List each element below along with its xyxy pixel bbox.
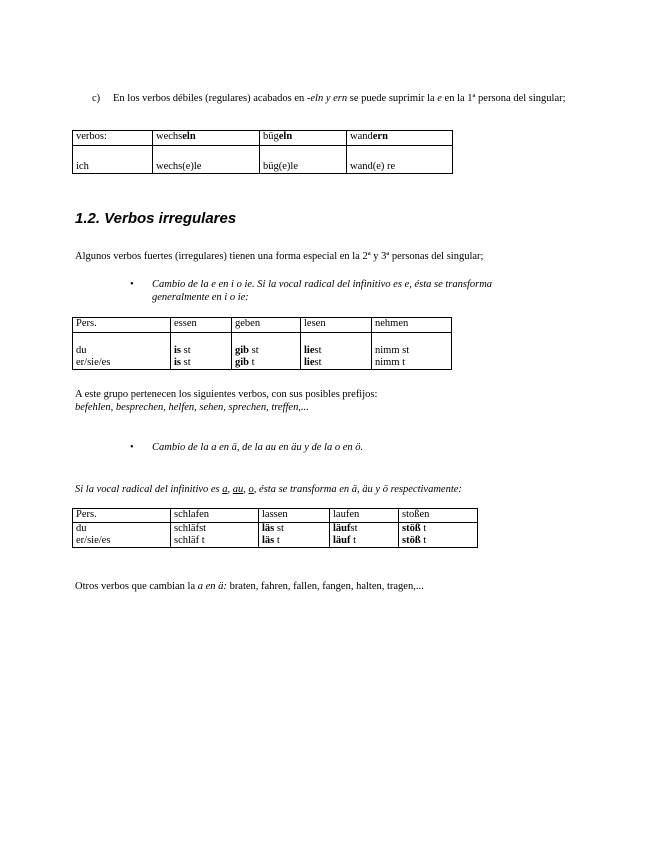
item-c [92,92,572,105]
group-paragraph: A este grupo pertenecen los siguientes verbos, con sus posibles prefijos: befehlen, besprechen, helfen, sehen, sprechen, treffen,... [75,389,378,413]
table-row: ich wechs(e)le büg(e)le wand(e) re [73,146,453,174]
bullet-icon: • [130,442,134,453]
bullet-icon: • [130,279,134,290]
intro-paragraph: Algunos verbos fuertes (irregulares) tienen una forma especial en la 2ª y 3ª personas del singular; [75,251,484,262]
section-title: 1.2. Verbos irregulares [75,210,237,227]
table-regular-verbs [72,130,453,174]
rule-paragraph: Si la vocal radical del infinitivo es a, au, o, ésta se transforma en ä, äu y ö respectivamente: [75,484,462,495]
list-marker: c) [92,93,101,104]
bullet-item: • Cambio de la a en ä, de la au en äu y de la o en ö. [130,442,364,453]
bullet-item: • Cambio de la e en i o ie. Si la vocal radical del infinitivo es e, ésta se transforma generalmente en i o ie: [130,279,493,303]
table-row: verbos: wechseln bügeln wandern [73,131,453,146]
table-a-to-ae [72,508,478,548]
others-paragraph: Otros verbos que cambian la a en ä: braten, fahren, fallen, fangen, halten, tragen,... [75,581,424,592]
table-row: Pers. schlafen lassen laufen stoßen [73,509,478,523]
table-row: Pers. essen geben lesen nehmen [73,318,452,333]
table-e-to-i [72,317,452,370]
table-row: du er/sie/es is st is st gib st gib t liest liest nimm st nimm t [73,333,452,370]
table-row: du er/sie/es schläfst schläf t läs st läs t läufst läuf t stöß t stöß t [73,523,478,548]
item-c-text: En los verbos débiles (regulares) acabados en -eln y ern se puede suprimir la e en la 1ª persona del singular; [113,93,566,104]
